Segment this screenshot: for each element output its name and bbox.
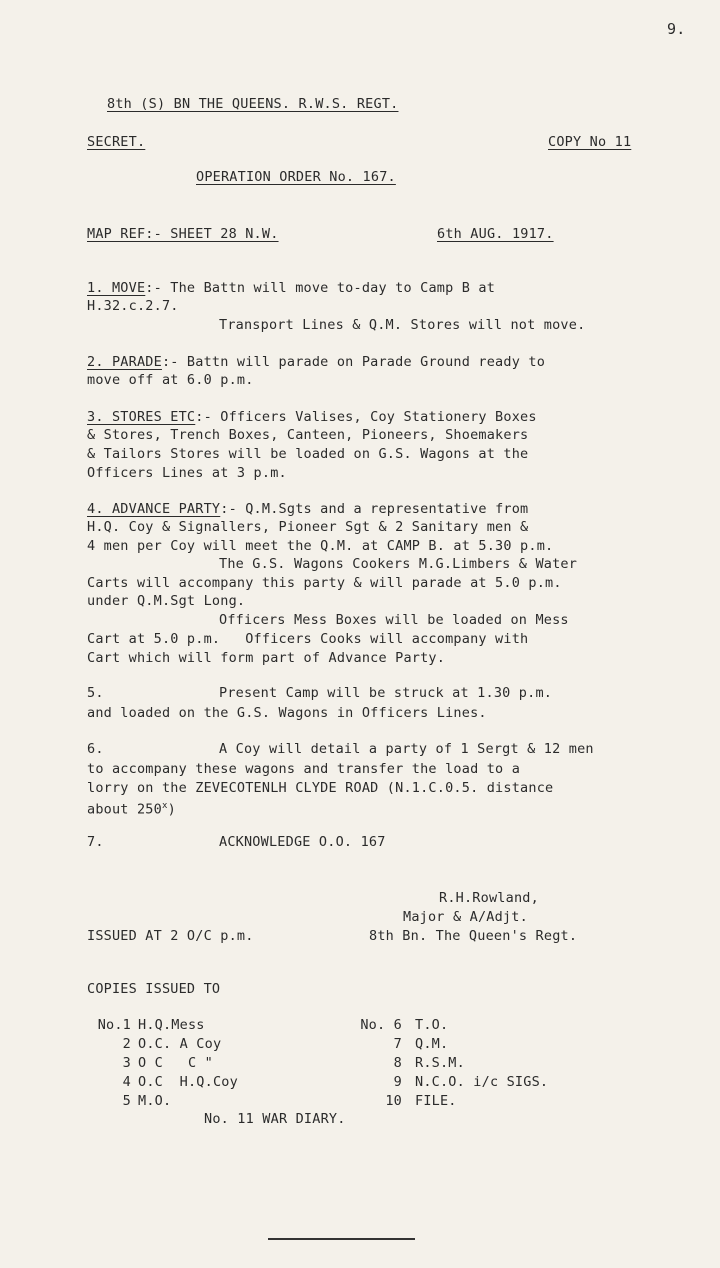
copy-right-to: T.O. <box>415 1017 449 1033</box>
paragraph-4-line-3: 4 men per Coy will meet the Q.M. at CAMP B. at 5.30 p.m. <box>87 538 554 554</box>
copy-right-to: R.S.M. <box>415 1055 465 1071</box>
paragraph-6-line-1: A Coy will detail a party of 1 Sergt & 12 men <box>219 741 594 757</box>
paragraph-4-line-5: Carts will accompany this party & will parade at 5.0 p.m. <box>87 575 562 591</box>
copy-right-no: 7 <box>393 1036 402 1052</box>
paragraph-7-line-1: ACKNOWLEDGE O.O. 167 <box>219 834 386 850</box>
end-rule <box>268 1238 415 1240</box>
paragraph-1-line-3: Transport Lines & Q.M. Stores will not move. <box>219 317 586 333</box>
copy-right-to: FILE. <box>415 1093 457 1109</box>
paragraph-5-line-2: and loaded on the G.S. Wagons in Officers Lines. <box>87 705 487 721</box>
paragraph-3-line-4: Officers Lines at 3 p.m. <box>87 465 287 481</box>
paragraph-6-number: 6. <box>87 741 104 757</box>
paragraph-4-line-1: 4. ADVANCE PARTY:- Q.M.Sgts and a representative from <box>87 501 529 517</box>
paragraph-4-line-8: Cart at 5.0 p.m. Officers Cooks will accompany with <box>87 631 529 647</box>
copy-left-to: O.C. A Coy <box>138 1036 222 1052</box>
paragraph-3-heading: 3. STORES ETC <box>87 409 196 425</box>
copy-left-to: O C C " <box>138 1055 213 1071</box>
paragraph-3-line-1: 3. STORES ETC:- Officers Valises, Coy Stationery Boxes <box>87 409 537 425</box>
paragraph-1-heading: 1. MOVE <box>87 280 146 296</box>
classification: SECRET. <box>87 134 146 150</box>
paragraph-1-line-2: H.32.c.2.7. <box>87 298 179 314</box>
signature-rank: Major & A/Adjt. <box>403 909 528 925</box>
paragraph-6-line-4: about 250$^x$) <box>87 801 176 818</box>
paragraph-2-heading: 2. PARADE <box>87 354 162 370</box>
paragraph-5-line-1: Present Camp will be struck at 1.30 p.m. <box>219 685 553 701</box>
copy-left-no: No.1 <box>97 1017 131 1033</box>
copy-left-to: M.O. <box>138 1093 172 1109</box>
signature-name: R.H.Rowland, <box>439 890 539 906</box>
paragraph-4-line-9: Cart which will form part of Advance Party. <box>87 650 446 666</box>
page-number: 9. <box>667 20 686 38</box>
war-diary-copy: No. 11 WAR DIARY. <box>204 1111 346 1127</box>
order-title: OPERATION ORDER No. 167. <box>196 169 396 185</box>
copy-right-no: 9 <box>393 1074 402 1090</box>
copy-right-no: 10 <box>385 1093 402 1109</box>
copy-left-to: H.Q.Mess <box>138 1017 205 1033</box>
paragraph-4-heading: 4. ADVANCE PARTY <box>87 501 221 517</box>
order-date: 6th AUG. 1917. <box>437 226 554 242</box>
issued-at: ISSUED AT 2 O/C p.m. <box>87 928 254 944</box>
paragraph-4-line-2: H.Q. Coy & Signallers, Pioneer Sgt & 2 Sanitary men & <box>87 519 529 535</box>
copy-left-no: 5 <box>122 1093 131 1109</box>
copy-right-to: N.C.O. i/c SIGS. <box>415 1074 549 1090</box>
paragraph-5-number: 5. <box>87 685 104 701</box>
copy-left-no: 3 <box>122 1055 131 1071</box>
copies-heading: COPIES ISSUED TO <box>87 981 221 997</box>
copy-right-no: No. 6 <box>360 1017 402 1033</box>
signature-unit: 8th Bn. The Queen's Regt. <box>369 928 578 944</box>
unit-heading: 8th (S) BN THE QUEENS. R.W.S. REGT. <box>107 96 399 112</box>
copy-left-to: O.C H.Q.Coy <box>138 1074 238 1090</box>
map-reference: MAP REF:- SHEET 28 N.W. <box>87 226 279 242</box>
paragraph-4-line-6: under Q.M.Sgt Long. <box>87 593 246 609</box>
paragraph-6-line-2: to accompany these wagons and transfer the load to a <box>87 761 521 777</box>
paragraph-6-line-3: lorry on the ZEVECOTENLH CLYDE ROAD (N.1.C.0.5. distance <box>87 780 554 796</box>
paragraph-2-line-1: 2. PARADE:- Battn will parade on Parade Ground ready to <box>87 354 546 370</box>
paragraph-4-line-7: Officers Mess Boxes will be loaded on Mess <box>219 612 569 628</box>
paragraph-1-line-1: 1. MOVE:- The Battn will move to-day to Camp B at <box>87 280 496 296</box>
paragraph-3-line-3: & Tailors Stores will be loaded on G.S. Wagons at the <box>87 446 529 462</box>
copy-number: COPY No 11 <box>548 134 632 150</box>
paragraph-4-line-4: The G.S. Wagons Cookers M.G.Limbers & Water <box>219 556 578 572</box>
copy-left-no: 4 <box>122 1074 131 1090</box>
paragraph-3-line-2: & Stores, Trench Boxes, Canteen, Pioneers, Shoemakers <box>87 427 529 443</box>
copy-right-no: 8 <box>393 1055 402 1071</box>
copy-left-no: 2 <box>122 1036 131 1052</box>
copy-right-to: Q.M. <box>415 1036 449 1052</box>
paragraph-2-line-2: move off at 6.0 p.m. <box>87 372 254 388</box>
paragraph-7-number: 7. <box>87 834 104 850</box>
